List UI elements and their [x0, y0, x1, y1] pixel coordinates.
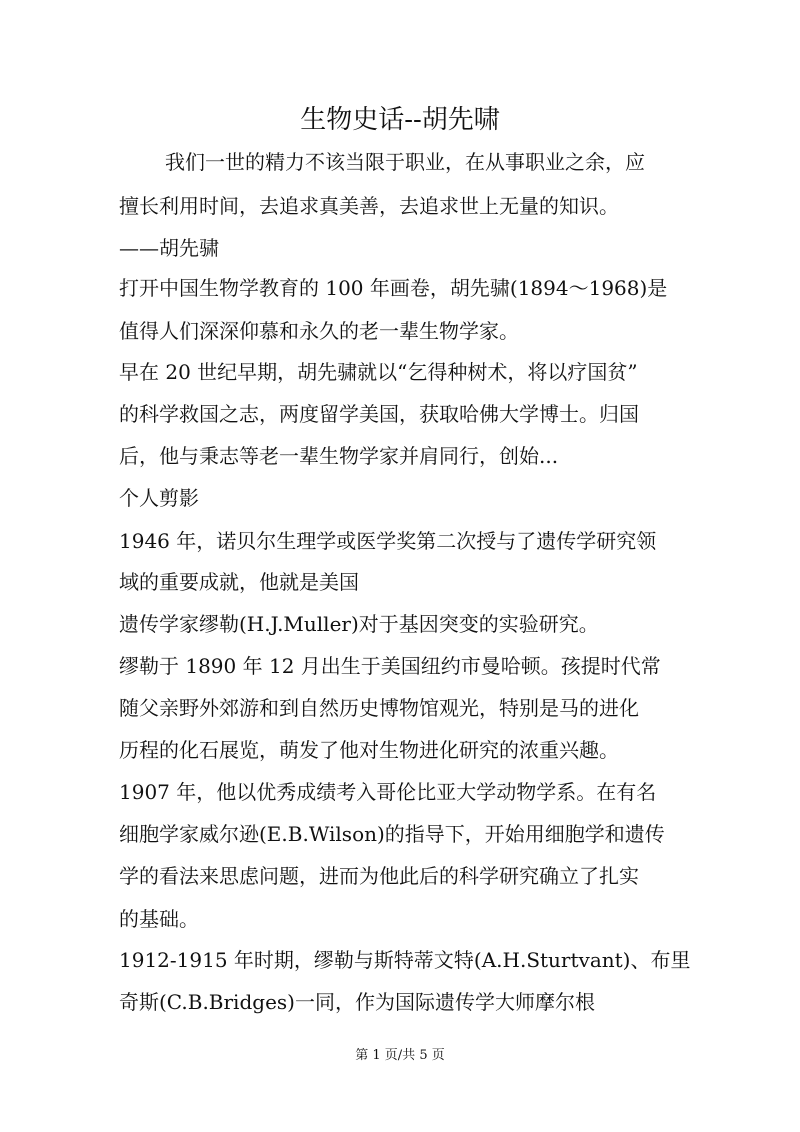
text-line: 1907 年，他以优秀成绩考入哥伦比亚大学动物学系。在有名 [119, 780, 657, 804]
text-line: 细胞学家威尔逊(E.B.Wilson)的指导下，开始用细胞学和遗传 [119, 822, 665, 846]
text-line: 历程的化石展览，萌发了他对生物进化研究的浓重兴趣。 [119, 738, 619, 762]
text-line: 域的重要成就，他就是美国 [119, 570, 359, 594]
text-line: 的科学救国之志，两度留学美国，获取哈佛大学博士。归国 [119, 402, 639, 426]
text-line: 我们一世的精力不该当限于职业，在从事职业之余，应 [165, 150, 645, 174]
text-line: 个人剪影 [119, 486, 199, 510]
text-line: 1946 年，诺贝尔生理学或医学奖第二次授与了遗传学研究领 [119, 529, 657, 553]
text-line: 缪勒于 1890 年 12 月出生于美国纽约市曼哈顿。孩提时代常 [119, 654, 661, 678]
page-title: 生物史话--胡先啸 [300, 105, 500, 135]
text-line: ——胡先骕 [119, 236, 219, 260]
text-line: 奇斯(C.B.Bridges)一同，作为国际遗传学大师摩尔根 [119, 990, 595, 1014]
text-line: 随父亲野外郊游和到自然历史博物馆观光，特别是马的进化 [119, 696, 639, 720]
text-line: 后，他与秉志等老一辈生物学家并肩同行，创始... [119, 444, 559, 468]
page-number-footer: 第 1 页/共 5 页 [355, 1048, 445, 1063]
text-line: 擅长利用时间，去追求真美善，去追求世上无量的知识。 [119, 194, 619, 218]
text-line: 早在 20 世纪早期，胡先骕就以“乞得种树术，将以疗国贫” [119, 360, 638, 384]
text-line: 值得人们深深仰慕和永久的老一辈生物学家。 [119, 319, 519, 343]
text-line: 的基础。 [119, 907, 199, 931]
text-line: 1912-1915 年时期，缪勒与斯特蒂文特(A.H.Sturtvant)、布里 [119, 948, 691, 972]
text-line: 遗传学家缪勒(H.J.Muller)对于基因突变的实验研究。 [119, 612, 599, 636]
text-line: 打开中国生物学教育的 100 年画卷，胡先骕(1894～1968)是 [119, 276, 668, 300]
text-line: 学的看法来思虑问题，进而为他此后的科学研究确立了扎实 [119, 864, 639, 888]
